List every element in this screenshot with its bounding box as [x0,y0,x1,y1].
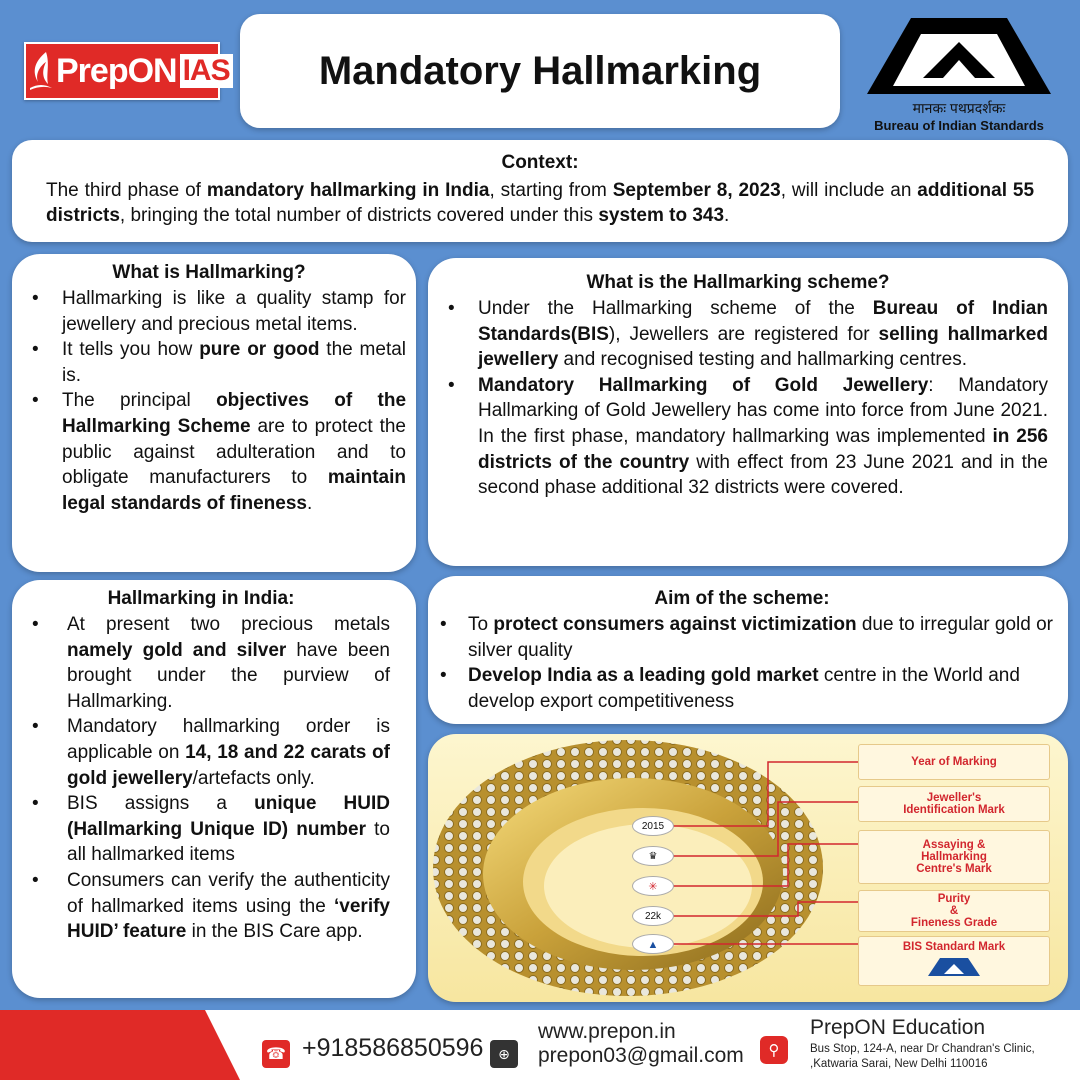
aim-card [428,576,1068,724]
hallmarking-scheme-card [428,258,1068,566]
bis-emblem-icon [863,12,1055,98]
bis-logo [858,12,1060,132]
list-item: • It tells you how pure or good the metal is. [12,337,406,388]
phone-icon: ☎ [262,1040,290,1068]
hallmarking-in-india-card [12,580,416,998]
web-icon: ⊕ [490,1040,518,1068]
footer [0,1010,1080,1080]
list-item: • The principal objectives of the Hallmarking Scheme are to protect the public against adulteration and to obligate manufacturers to maintain legal standards of fineness. [12,388,406,516]
context-text: The third phase of mandatory hallmarking in India, starting from September 8, 2023, will include an additional 55 districts, bringing the total number of districts covered under this system to 343. [46,180,1035,226]
website-link[interactable]: www.prepon.in [538,1020,676,1043]
list-item: • Mandatory Hallmarking of Gold Jewellery: Mandatory Hallmarking of Gold Jewellery has come into force from June 2021. In the first phase, mandatory hallmarking was implemented in 256 districts of the country with effect from 23 June 2021 and in the second phase additional 32 districts were covered. [428,373,1048,501]
bis-hindi-motto: मानकः पथप्रदर्शकः [912,100,1006,116]
list-item: • At present two precious metals namely gold and silver have been brought under the purview of Hallmarking. [12,612,390,714]
what-is-hallmarking-card [12,254,416,572]
india-heading: Hallmarking in India: [107,588,295,609]
page-title: Mandatory Hallmarking [318,48,762,93]
list-item: • To protect consumers against victimization due to irregular gold or silver quality [428,612,1056,663]
prepon-ias-logo [24,42,230,100]
stamp-purity: 22k [632,906,674,926]
aim-heading: Aim of the scheme: [654,588,830,609]
list-item: • Hallmarking is like a quality stamp for jewellery and precious metal items. [12,286,406,337]
title-card [240,14,840,128]
label-assaying-centre-mark: Assaying & Hallmarking Centre's Mark [858,830,1050,884]
stamp-jeweller: ♛ [632,846,674,866]
bis-name: Bureau of Indian Standards [874,118,1044,133]
phone-number[interactable]: +918586850596 [302,1034,484,1062]
flame-icon [26,44,56,98]
scheme-heading: What is the Hallmarking scheme? [586,272,890,293]
contact-links [538,1020,744,1068]
context-heading: Context: [501,152,579,173]
list-item: • Mandatory hallmarking order is applicable on 14, 18 and 22 carats of gold jewellery/artefacts only. [12,714,390,791]
footer-red-band [0,1010,240,1080]
label-purity-grade: Purity & Fineness Grade [858,890,1050,932]
label-year-of-marking: Year of Marking [858,744,1050,780]
label-bis-standard-mark: BIS Standard Mark [858,936,1050,986]
bis-mark-icon [926,956,982,978]
list-item: • Consumers can verify the authenticity of hallmarked items using the ‘verify HUID’ feature in the BIS Care app. [12,868,390,945]
what-is-heading: What is Hallmarking? [112,262,306,283]
address: Bus Stop, 124-A, near Dr Chandran's Clinic, ,Katwaria Sarai, New Delhi 110016 [810,1043,1035,1070]
list-item: • BIS assigns a unique HUID (Hallmarking Unique ID) number to all hallmarked items [12,791,390,868]
logo-text: PrepON [56,51,177,90]
label-jeweller-mark: Jeweller's Identification Mark [858,786,1050,822]
hallmark-ring-illustration [428,734,1068,1002]
stamp-bis-icon: ▲ [632,934,674,954]
stamp-year: 2015 [632,816,674,836]
list-item: • Develop India as a leading gold market centre in the World and develop export competitiveness [428,663,1056,714]
email-link[interactable]: prepon03@gmail.com [538,1044,744,1067]
logo-badge: IAS [180,54,233,88]
context-card [12,140,1068,242]
org-name: PrepON Education [810,1016,986,1039]
location-pin-icon: ⚲ [760,1036,788,1064]
list-item: • Under the Hallmarking scheme of the Bureau of Indian Standards(BIS), Jewellers are registered for selling hallmarked jewellery and recognised testing and hallmarking centres. [428,296,1048,373]
stamp-assay: ✳ [632,876,674,896]
